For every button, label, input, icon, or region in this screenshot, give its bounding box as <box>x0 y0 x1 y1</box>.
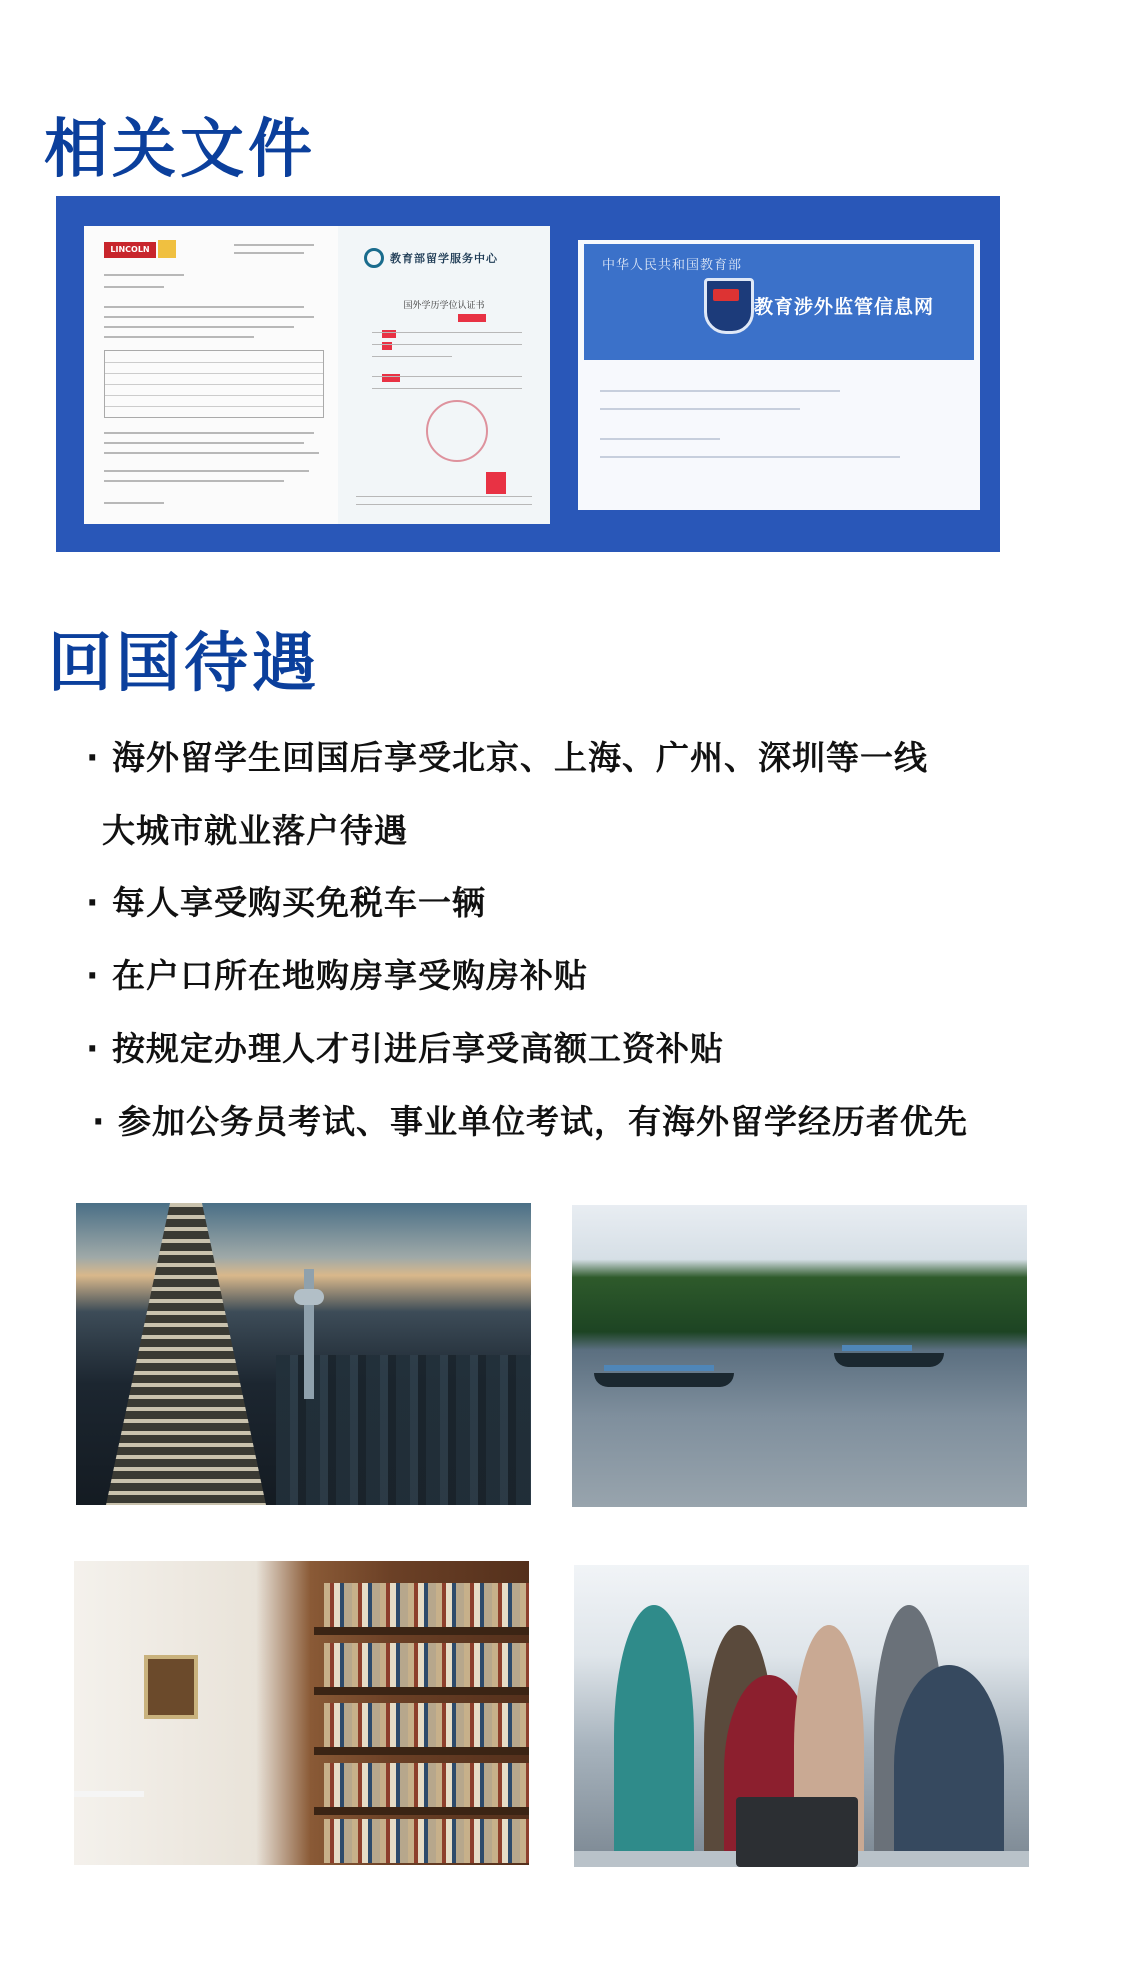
university-logo: LINCOLN <box>104 242 156 258</box>
offer-letter-image <box>84 226 344 524</box>
documents-panel <box>56 196 1000 552</box>
degree-certificate-image <box>338 226 550 524</box>
benefit-item: · 参加公务员考试、事业单位考试，有海外留学经历者优先 <box>92 1102 969 1141</box>
photo-river-boats <box>572 1205 1027 1507</box>
portal-ministry: 中华人民共和国教育部 <box>602 258 743 273</box>
boat <box>594 1373 734 1387</box>
portrait-painting <box>144 1655 198 1719</box>
official-seal <box>426 400 488 462</box>
person <box>894 1665 1004 1867</box>
portal-name: 教育涉外监管信息网 <box>754 296 935 318</box>
petronas-tower <box>106 1203 266 1505</box>
letter-table <box>104 350 324 418</box>
photo-library <box>74 1561 529 1865</box>
benefit-item: · 在户口所在地购房享受购房补贴 <box>86 956 589 995</box>
certificate-org: 教育部留学服务中心 <box>390 252 498 265</box>
benefit-item: · 按规定办理人才引进后享受高额工资补贴 <box>86 1029 725 1068</box>
kl-tower <box>304 1269 314 1399</box>
benefit-item: · 每人享受购买免税车一辆 <box>86 883 487 922</box>
person <box>614 1605 694 1867</box>
shield-logo-icon <box>704 278 754 334</box>
photo-students-laptop <box>574 1565 1029 1867</box>
benefit-item: · 海外留学生回国后享受北京、上海、广州、深圳等一线 <box>86 738 929 777</box>
laptop-icon <box>736 1797 858 1867</box>
photo-kuala-lumpur-skyline <box>76 1203 531 1505</box>
section-title-documents: 相关文件 <box>44 113 316 187</box>
logo-mark-icon <box>158 240 176 258</box>
certificate-title: 国外学历学位认证书 <box>403 301 485 311</box>
benefit-item: 大城市就业落户待遇 <box>102 811 408 850</box>
section-title-benefits: 回国待遇 <box>48 627 320 701</box>
boat <box>834 1353 944 1367</box>
moe-portal-image <box>578 240 980 510</box>
cscse-logo-icon <box>364 248 384 268</box>
reading-table <box>74 1791 144 1797</box>
